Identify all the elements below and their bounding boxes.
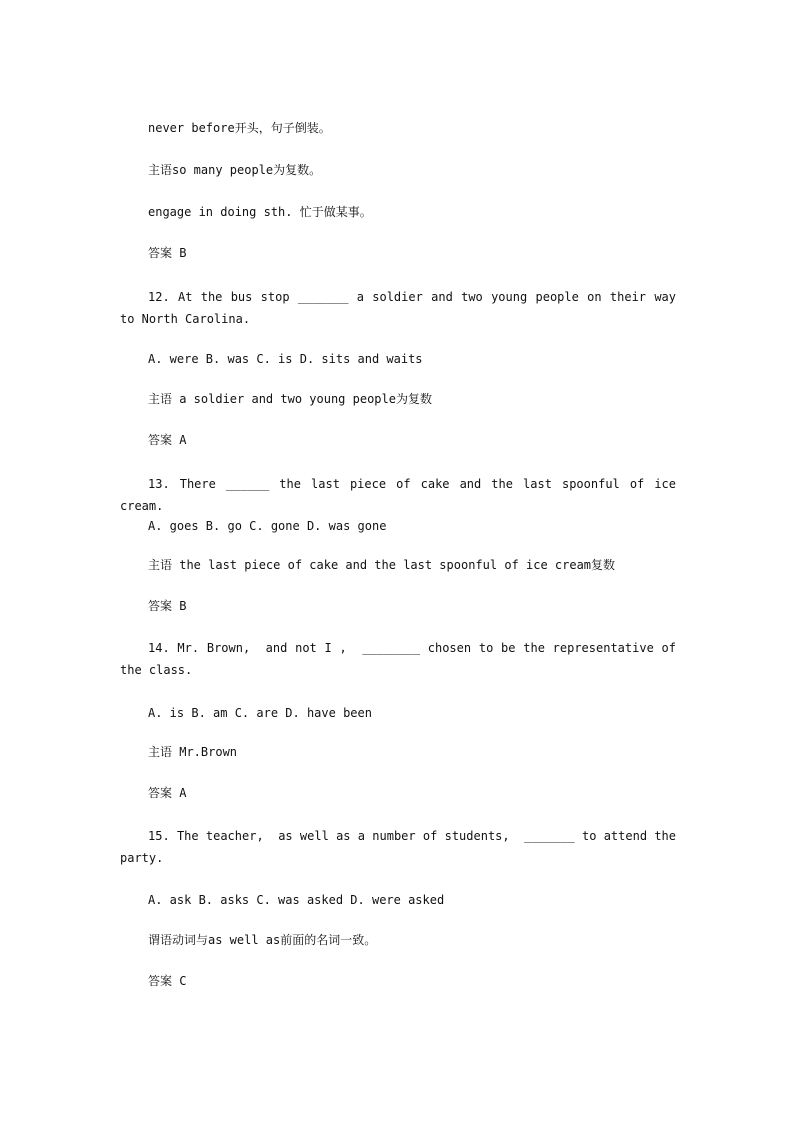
answer-line-14: 答案 A bbox=[148, 786, 187, 800]
options-15: A. ask B. asks C. was asked D. were asked bbox=[148, 893, 445, 907]
note-line-inversion: never before开头，句子倒装。 bbox=[148, 121, 331, 135]
note-line-engage: engage in doing sth. 忙于做某事。 bbox=[148, 205, 372, 219]
question-13: 13. There ______ the last piece of cake and the last spoonful of ice cream. bbox=[120, 477, 684, 513]
explanation-15: 谓语动词与as well as前面的名词一致。 bbox=[148, 933, 377, 947]
options-14: A. is B. am C. are D. have been bbox=[148, 706, 372, 720]
answer-line-12: 答案 A bbox=[148, 433, 187, 447]
answer-line-15: 答案 C bbox=[148, 974, 187, 988]
explanation-12: 主语 a soldier and two young people为复数 bbox=[148, 392, 432, 406]
question-15: 15. The teacher, as well as a number of students, _______ to attend the party. bbox=[120, 829, 684, 865]
options-13: A. goes B. go C. gone D. was gone bbox=[148, 519, 387, 533]
explanation-13: 主语 the last piece of cake and the last spoonful of ice cream复数 bbox=[148, 558, 616, 572]
explanation-14: 主语 Mr.Brown bbox=[148, 745, 238, 759]
question-12: 12. At the bus stop _______ a soldier and two young people on their way to North Carolina. bbox=[120, 290, 684, 326]
note-line-subject-plural: 主语so many people为复数。 bbox=[148, 163, 322, 177]
answer-line-11: 答案 B bbox=[148, 246, 187, 260]
options-12: A. were B. was C. is D. sits and waits bbox=[148, 352, 423, 366]
answer-line-13: 答案 B bbox=[148, 599, 187, 613]
question-14: 14. Mr. Brown, and not I , ________ chosen to be the representative of the class. bbox=[120, 641, 684, 677]
